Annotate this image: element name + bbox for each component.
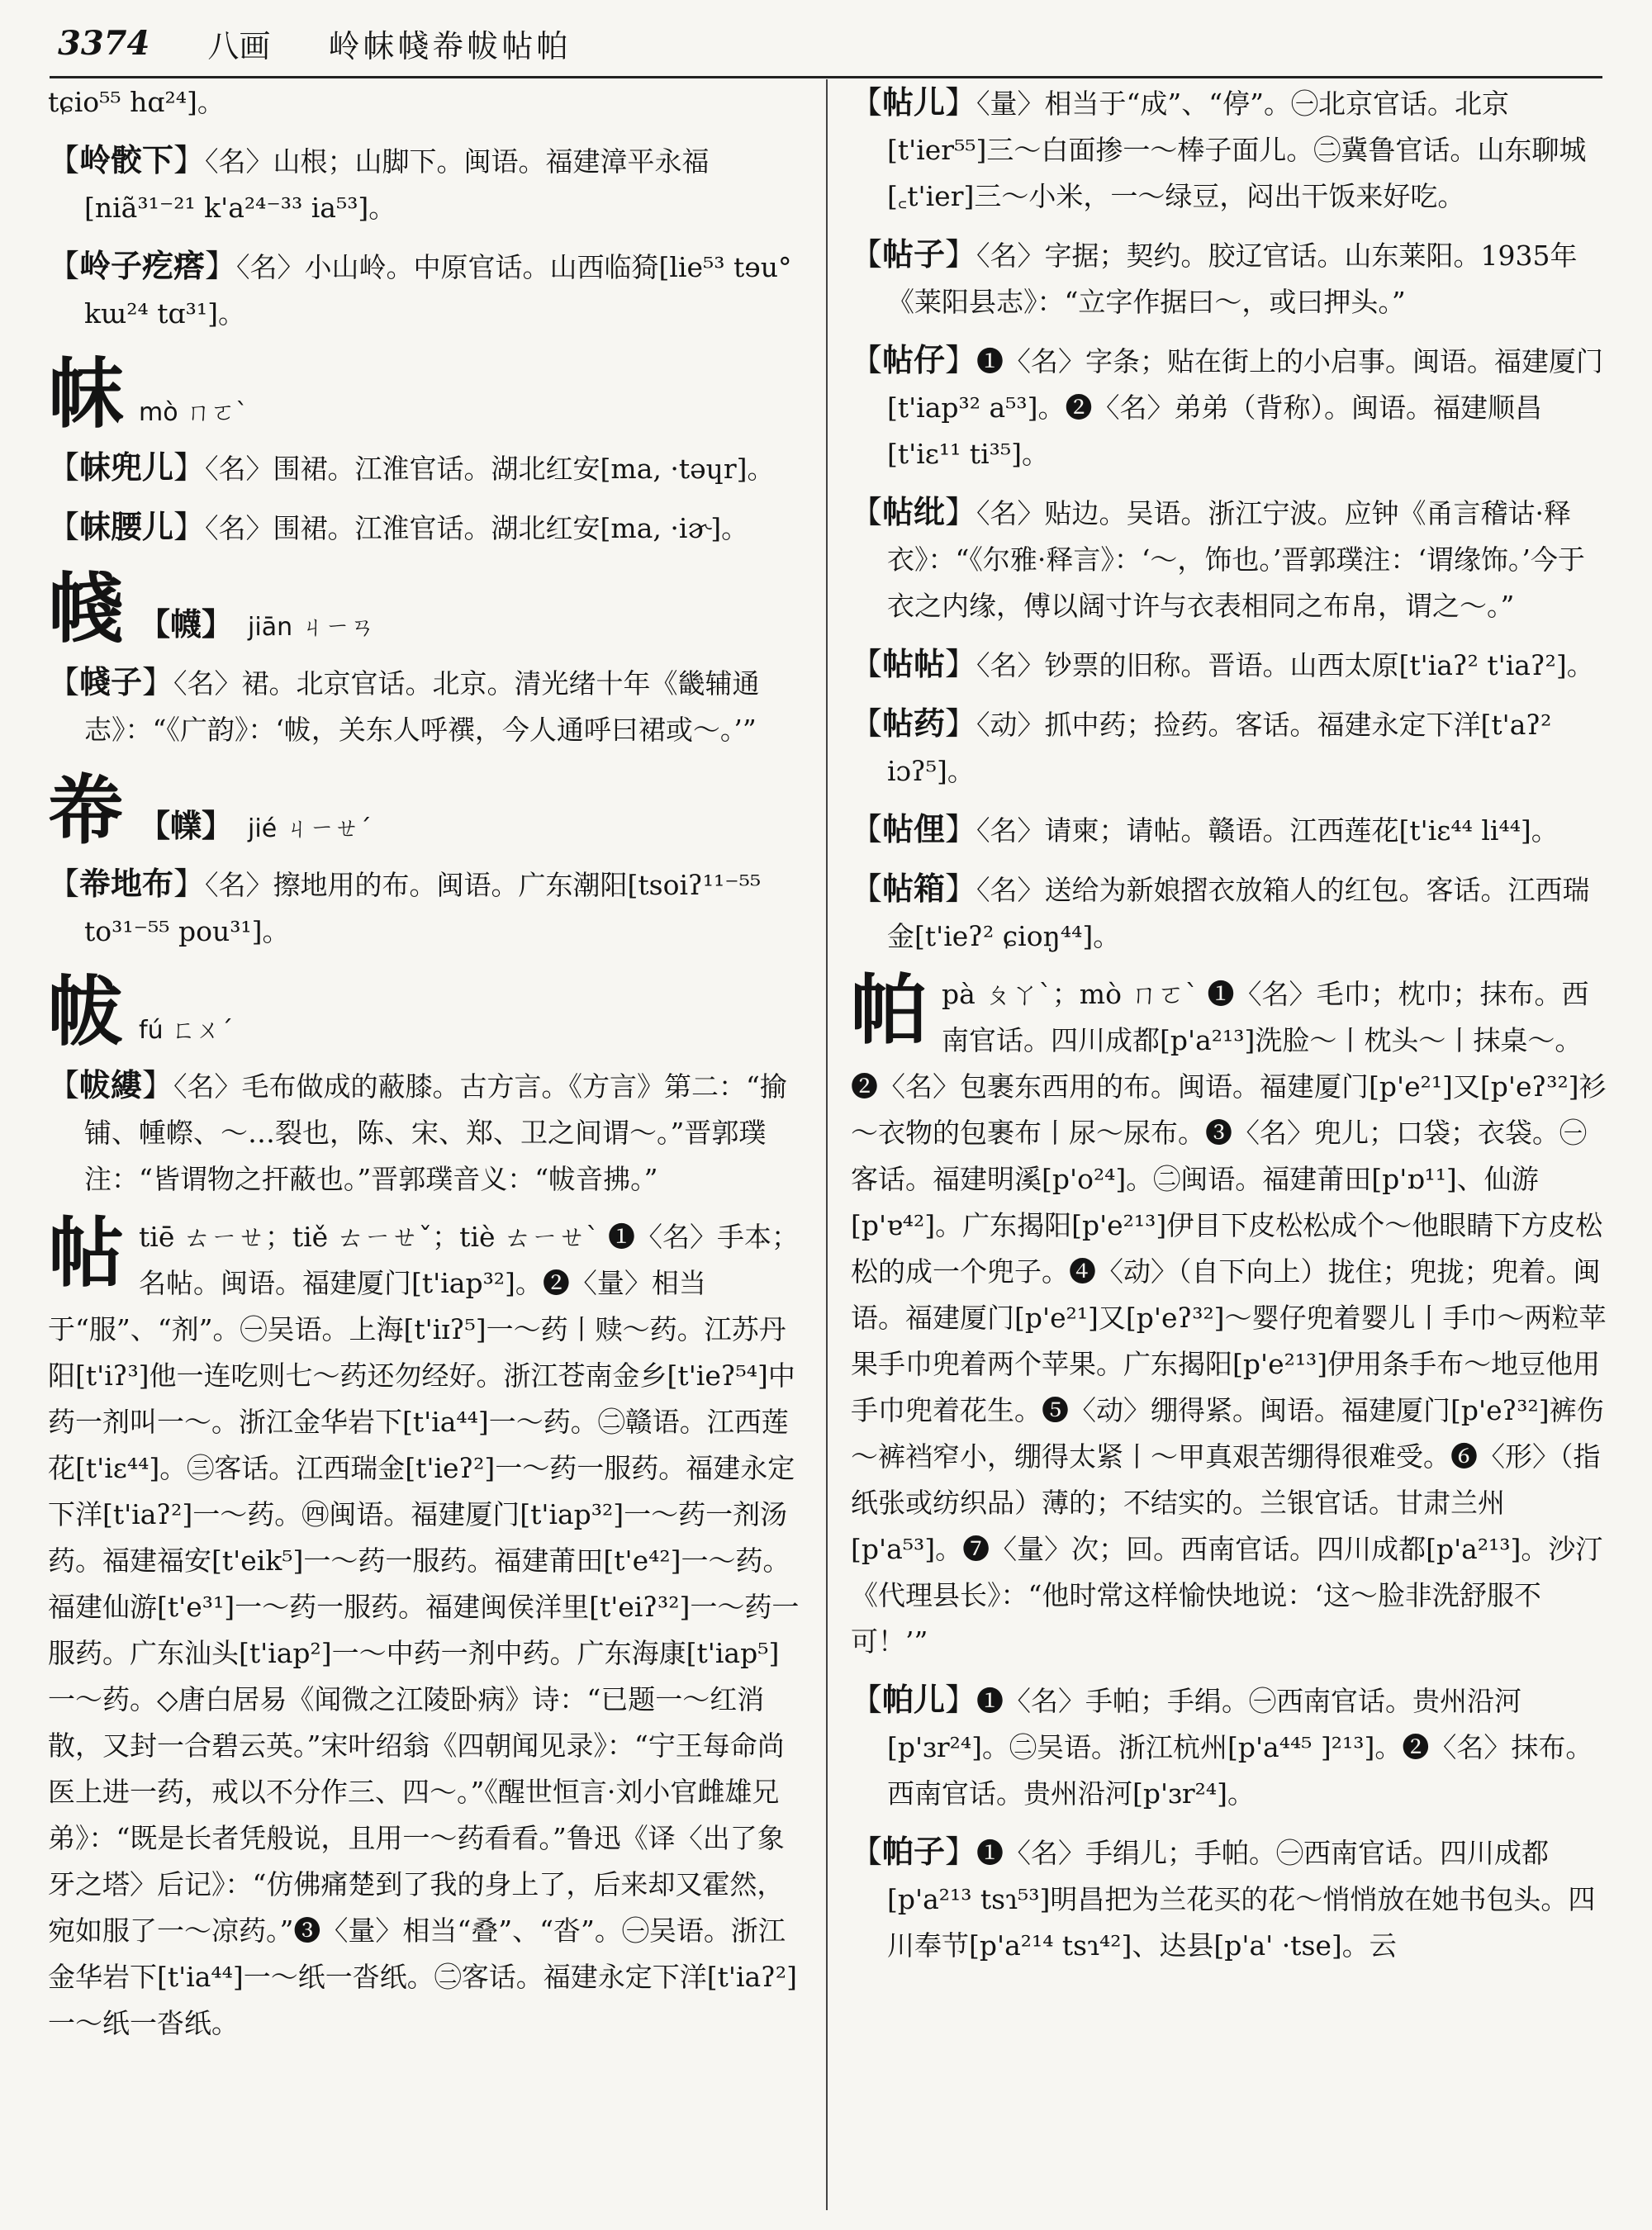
- entry-headword: 【 帓兜儿 】: [48, 448, 205, 486]
- entry-definition: 〈名〉擦地用的布。闽语。广东潮阳[tsoiʔ¹¹⁻⁵⁵ to³¹⁻⁵⁵ pou³¹]。: [84, 869, 762, 947]
- entry-definition: 〈名〉裙。北京官话。北京。清光绪十年《畿辅通志》：“《广韵》：‘帗，关东人呼襈，今人通呼曰裙或～。’”: [84, 667, 760, 746]
- entry-headword: 【 帗縷 】: [48, 1066, 173, 1103]
- entry: [48, 1062, 804, 1203]
- pronunciation: jié ㄐㄧㄝˊ: [248, 814, 372, 843]
- entry-definition: 〈名〉毛布做成的蔽膝。古方言。《方言》第二：“揄铺、㡖㡜、～…裂也，陈、宋、郑、卫之间谓～。”晋郭璞注：“皆谓物之扞蔽也。”晋郭璞音义：“帗音拂。”: [84, 1070, 787, 1195]
- character-heading: [48, 349, 804, 439]
- entry-definition: ❶〈名〉字条；贴在街上的小启事。闽语。福建厦门[t'iap³² a⁵³]。❷〈名〉弟弟（背称）。闽语。福建顺昌[t'iɛ¹¹ ti³⁵]。: [887, 345, 1604, 470]
- pronunciation: mò ㄇㄛˋ: [139, 398, 249, 427]
- entry: [48, 861, 804, 955]
- entry-definition: 〈量〉相当于“成”、“停”。㊀北京官话。北京[t'ier⁵⁵]三～白面掺一～棒子面儿。㊁冀鲁官话。山东聊城[꜀t'ier]三～小米，一～绿豆，闷出干饭来好吃。: [887, 88, 1587, 212]
- entry-definition: 〈名〉小山岭。中原官话。山西临猗[lie⁵³ tɘu° kɯ²⁴ tɑ³¹]。: [84, 251, 792, 330]
- entry-headword: 【 岭骹下 】: [48, 141, 205, 178]
- entry-definition: 〈名〉钞票的旧称。晋语。山西太原[t'iaʔ² t'iaʔ²]。: [976, 649, 1594, 681]
- entry: [851, 231, 1607, 325]
- entry-headword: 【 帕子 】: [851, 1833, 976, 1870]
- character-entry: [48, 1208, 804, 2047]
- pronunciation: jiān ㄐㄧㄢ: [248, 613, 375, 642]
- entry-headword: 【 帖帖 】: [851, 645, 976, 682]
- entry-headword: 【 帖纰 】: [851, 493, 976, 530]
- entry-definition: ❶〈名〉手绢儿；手帕。㊀西南官话。四川成都[p'a²¹³ tsɿ⁵³]明昌把为兰花买的花～悄悄放在她书包头。四川奉节[p'a²¹⁴ tsɿ⁴²]、达县[p'a' ·tse]。云: [887, 1837, 1596, 1962]
- entry: [851, 1829, 1607, 1969]
- entry-definition: 〈名〉围裙。江淮官话。湖北红安[ma, ·iɚ]。: [205, 512, 749, 544]
- left-column: [48, 79, 804, 2218]
- entry-definition: 〈名〉围裙。江淮官话。湖北红安[ma, ·təɥr]。: [205, 453, 775, 485]
- entry-definition: 〈名〉贴边。吴语。浙江宁波。应钟《甬言稽诂·释衣》：“《尔雅·释言》：‘～，饰也。’晋郭璞注：‘谓缘饰。’今于衣之内缘，傅以阔寸许与衣表相同之布帛，谓之～。”: [887, 497, 1585, 622]
- entry-headword: 【 帖儿 】: [851, 83, 976, 121]
- page-number: 3374: [58, 23, 150, 63]
- entry: [48, 504, 804, 552]
- character-heading: [48, 966, 804, 1057]
- character-heading: [48, 765, 804, 856]
- continuation-text: tɕio⁵⁵ hɑ²⁴]。: [48, 86, 225, 118]
- entry: [48, 243, 804, 337]
- column-divider: [826, 79, 828, 2210]
- head-character: 帴: [48, 564, 125, 653]
- head-character: 帖: [48, 1208, 125, 1298]
- character-definition: pà ㄆㄚˋ；mò ㄇㄛˋ ❶〈名〉毛巾；枕巾；抹布。西南官话。四川成都[p'a²¹³]洗脸～丨枕头～丨抹桌～。❷〈名〉包裹东西用的布。闽语。福建厦门[p'e²¹]又[p'eʔ³²]衫～衣物的包裹布丨尿～尿布。❸〈名〉兜儿；口袋；衣袋。㊀客话。福建明溪[p'o²⁴]。㊁闽语。福建莆田[p'ɒ¹¹]、仙游[p'ɐ⁴²]。广东揭阳[p'e²¹³]伊目下皮松松成个～他眼睛下方皮松松的成一个兜子。❹〈动〉（自下向上）拢住；兜拢；兜着。闽语。福建厦门[p'e²¹]又[p'eʔ³²]～婴仔兜着婴儿丨手巾～两粒苹果手巾兜着两个苹果。广东揭阳[p'e²¹³]伊用条手布～地豆他用手巾兜着花生。❺〈动〉绷得紧。闽语。福建厦门[p'eʔ³²]裤伤～裤裆窄小，绷得太紧丨～甲真艰苦绷得很难受。❻〈形〉（指纸张或纺织品）薄的；不结实的。兰银官话。甘肃兰州[p'a⁵³]。❼〈量〉次；回。西南官话。四川成都[p'a²¹³]。沙汀《代理县长》：“他时常这样愉快地说：‘这～脸非洗舒服不可！’”: [851, 978, 1607, 1658]
- entry: [851, 1677, 1607, 1817]
- entry-headword: 【 帖箱 】: [851, 870, 976, 907]
- entry: [851, 866, 1607, 960]
- entry-definition: 〈名〉字据；契约。胶辽官话。山东莱阳。1935年《莱阳县志》：“立字作据曰～，或曰押头。”: [887, 240, 1578, 318]
- entry-headword: 【 帖仔 】: [851, 341, 976, 378]
- head-character: 帣: [48, 766, 125, 855]
- right-column: [851, 79, 1607, 2218]
- variant-form: 【㡤】: [139, 807, 234, 844]
- entry-headword: 【 帖药 】: [851, 705, 976, 742]
- entry-definition: 〈名〉送给为新娘摺衣放箱人的红包。客话。江西瑞金[t'ieʔ² ɕioŋ⁴⁴]。: [887, 874, 1590, 952]
- character-heading: [48, 563, 804, 654]
- entry: [851, 641, 1607, 689]
- page-header: [58, 18, 1594, 68]
- entry-definition: 〈名〉山根；山脚下。闽语。福建漳平永福[niã³¹⁻²¹ k'a²⁴⁻³³ ia⁵³]。: [84, 145, 710, 224]
- entry: [851, 337, 1607, 477]
- entry: [851, 806, 1607, 854]
- entry-definition: ❶〈名〉手帕；手绢。㊀西南官话。贵州沿河[p'ɜr²⁴]。㊁吴语。浙江杭州[p'a⁴⁴⁵ ]²¹³]。❷〈名〉抹布。西南官话。贵州沿河[p'ɜr²⁴]。: [887, 1685, 1593, 1810]
- entry-headword: 【 帴子 】: [48, 663, 173, 700]
- entry-headword: 【 帖子 】: [851, 235, 976, 273]
- entry-headword: 【 岭子疙瘩 】: [48, 247, 236, 284]
- entry-headword: 【 帣地布 】: [48, 865, 205, 902]
- variant-form: 【幭】: [139, 605, 234, 643]
- head-character: 帕: [851, 966, 928, 1055]
- character-definition: tiē ㄊㄧㄝ；tiě ㄊㄧㄝˇ；tiè ㄊㄧㄝˋ ❶〈名〉手本；名帖。闽语。福建厦门[t'iap³²]。❷〈量〉相当于“服”、“剂”。㊀吴语。上海[t'iɪʔ⁵]一～药丨赎～药。江苏丹阳[t'iʔ³]他一连吃则七～药还勿经好。浙江苍南金乡[t'ieʔ⁵⁴]中药一剂叫一～。浙江金华岩下[t'ia⁴⁴]一～药。㊁赣语。江西莲花[t'iɛ⁴⁴]。㊂客话。江西瑞金[t'ieʔ²]一～药一服药。福建永定下洋[t'iaʔ²]一～药。㊃闽语。福建厦门[t'iap³²]一～药一剂汤药。福建福安[t'eik⁵]一～药一服药。福建莆田[t'e⁴²]一～药。福建仙游[t'e³¹]一～药一服药。福建闽侯洋里[t'eiʔ³²]一～药一服药。广东汕头[t'iap²]一～中药一剂中药。广东海康[t'iap⁵]一～药。◇唐白居易《闻微之江陵卧病》诗：“已题一～红消散，又封一合碧云英。”宋叶绍翁《四朝闻见录》：“宁王每命尚医上进一药，戒以不分作三、四～。”《醒世恒言·刘小官雌雄兄弟》：“既是长者凭般说，且用一～药看看。”鲁迅《译〈出了象牙之塔〉后记》：“仿佛痛楚到了我的身上了，后来却又霍然，宛如服了一～凉药。”❸〈量〉相当“叠”、“沓”。㊀吴语。浙江金华岩下[t'ia⁴⁴]一～纸一沓纸。㊁客话。福建永定下洋[t'iaʔ²]一～纸一沓纸。: [48, 1221, 800, 2039]
- entry-definition: 〈动〉抓中药；捡药。客话。福建永定下洋[t'aʔ² iɔʔ⁵]。: [887, 709, 1552, 787]
- entry-headword: 【 帓腰儿 】: [48, 508, 205, 545]
- entry-headword: 【 帕儿 】: [851, 1681, 976, 1718]
- entry-definition: 〈名〉请柬；请帖。赣语。江西莲花[t'iɛ⁴⁴ li⁴⁴]。: [976, 814, 1559, 847]
- header-chars: 岭帓帴帣帗帖帕: [328, 27, 572, 64]
- entry: [48, 659, 804, 753]
- head-character: 帓: [48, 349, 125, 439]
- entry: [851, 700, 1607, 795]
- entry-headword: 【 帖俚 】: [851, 810, 976, 847]
- entry: [851, 79, 1607, 220]
- section-label: 八画: [207, 27, 271, 64]
- header-rule: [50, 76, 1602, 78]
- entry: [851, 489, 1607, 629]
- character-entry: [851, 966, 1607, 1665]
- entry: [48, 137, 804, 231]
- head-character: 帗: [48, 967, 125, 1056]
- pronunciation: fú ㄈㄨˊ: [139, 1016, 234, 1045]
- entry: [48, 444, 804, 492]
